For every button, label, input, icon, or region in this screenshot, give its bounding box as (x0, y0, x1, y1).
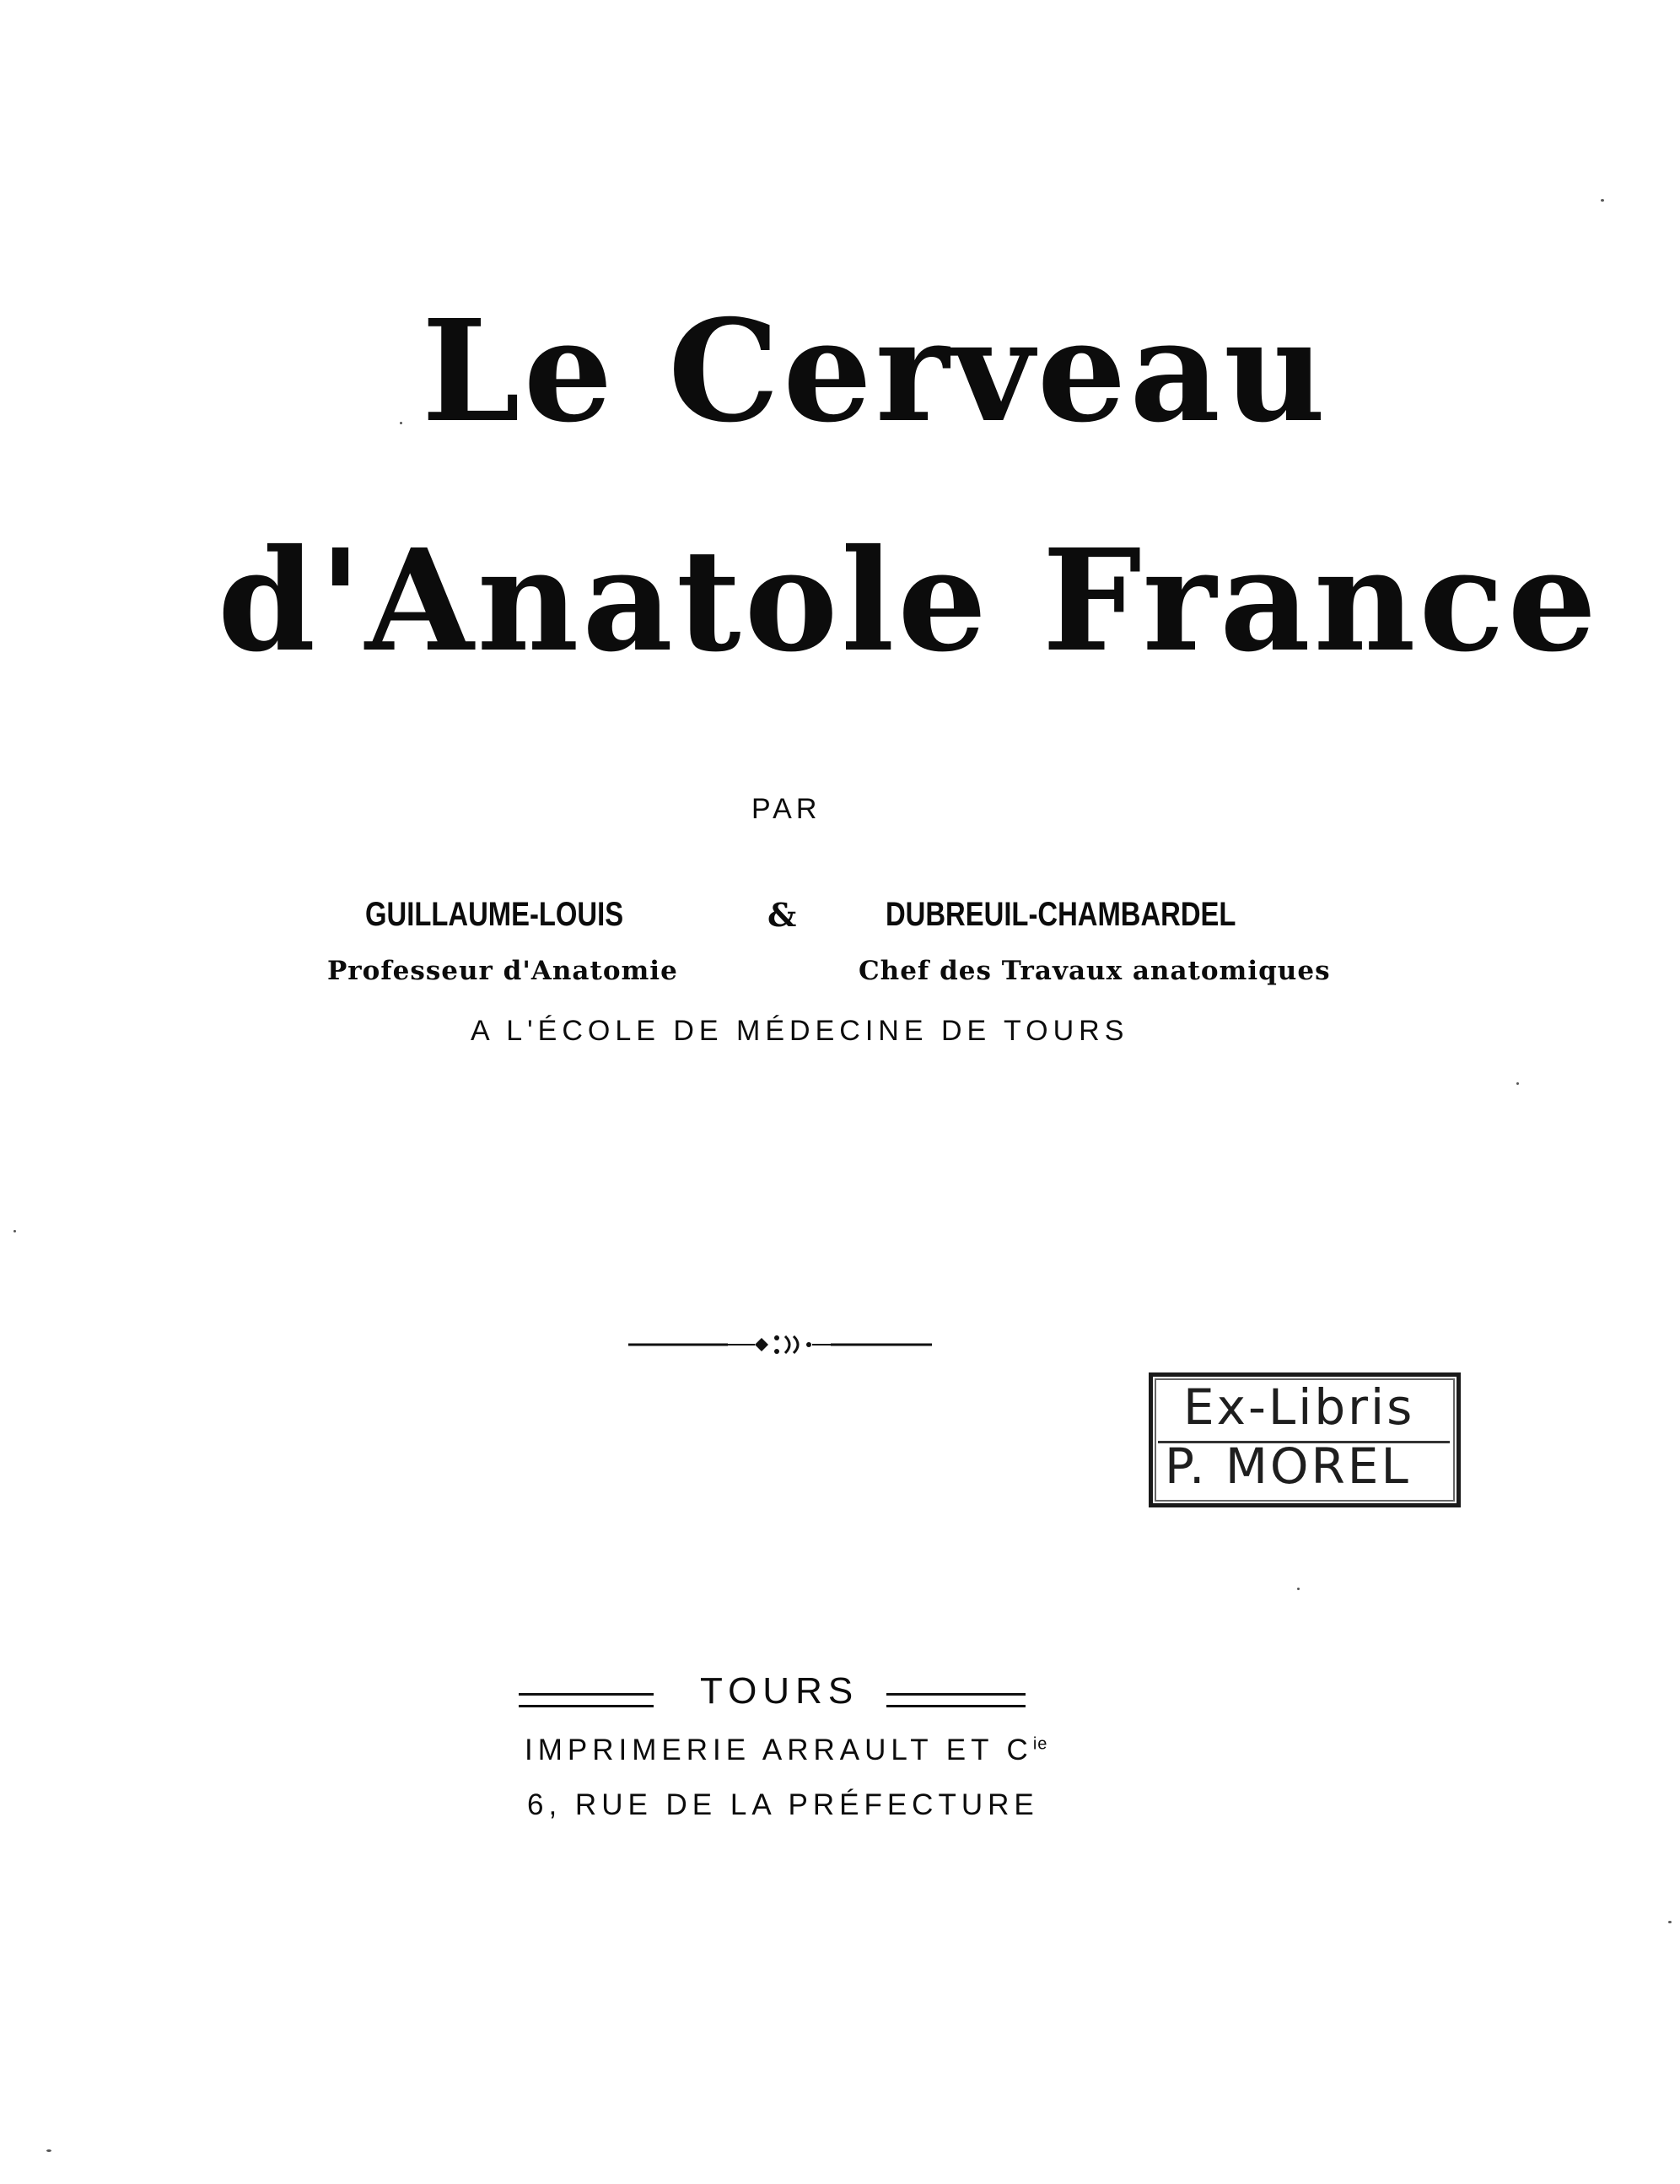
printer-name: IMPRIMERIE ARRAULT ET C (525, 1734, 1033, 1766)
scan-speck (1297, 1588, 1300, 1590)
imprint-city: TOURS (700, 1670, 859, 1712)
title-line-2: d'Anatole France (218, 519, 1601, 683)
scan-speck (1516, 1082, 1519, 1085)
scan-speck (1601, 199, 1604, 202)
by-label: PAR (751, 793, 821, 825)
title-line-1: Le Cerveau (422, 289, 1329, 454)
scan-speck (13, 1230, 16, 1232)
author-1-role: Professeur d'Anatomie (327, 956, 678, 986)
stamp-line-1: Ex-Libris (1183, 1378, 1415, 1436)
scan-speck (1668, 1921, 1672, 1923)
imprint-rule-left (519, 1693, 654, 1707)
printer-superscript: ie (1032, 1734, 1048, 1754)
institution-line: A L'ÉCOLE DE MÉDECINE DE TOURS (471, 1015, 1129, 1047)
imprint-printer (525, 1734, 1047, 1767)
stamp-line-2: P. MOREL (1165, 1437, 1411, 1495)
author-2-role: Chef des Travaux anatomiques (859, 956, 1331, 986)
ex-libris-stamp (1149, 1372, 1461, 1507)
scan-speck (46, 2149, 51, 2152)
imprint-address: 6, RUE DE LA PRÉFECTURE (527, 1788, 1039, 1821)
imprint-rule-right (886, 1693, 1026, 1707)
author-1-name: GUILLAUME-LOUIS (365, 896, 624, 933)
ampersand: & (767, 896, 797, 934)
scan-speck (400, 422, 402, 424)
author-2-name: DUBREUIL-CHAMBARDEL (886, 896, 1236, 933)
ornament-divider (628, 1328, 932, 1362)
